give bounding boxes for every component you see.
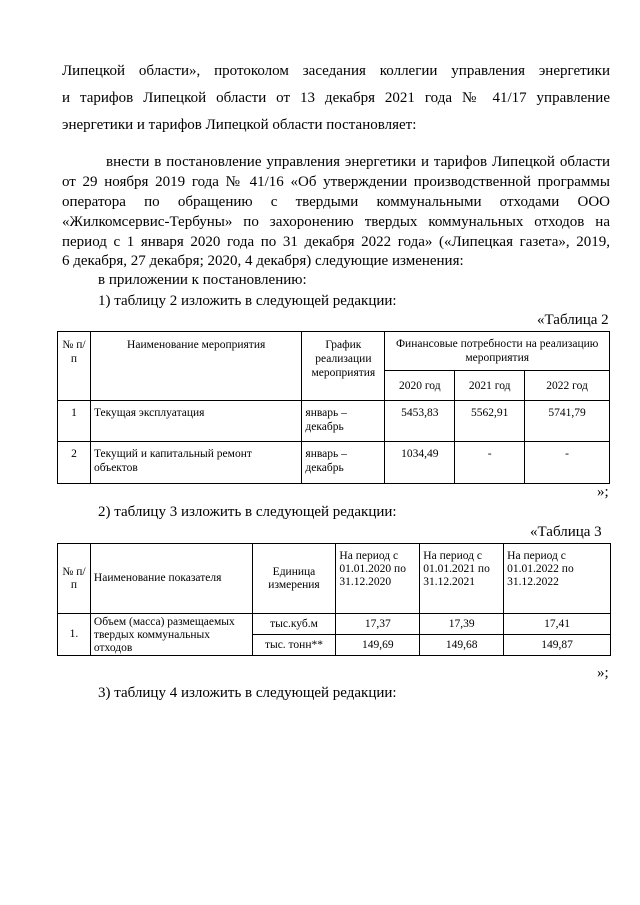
decree-line-6: 6 декабря, 27 декабря; 2020, 4 декабря) следующие изменения:	[62, 253, 464, 269]
t3-row-a2: 17,39	[420, 614, 504, 635]
header-2022: 2022 год	[525, 371, 610, 401]
row1-num: 1	[58, 401, 91, 442]
row2-num: 2	[58, 442, 91, 484]
t3-row-a3: 17,41	[504, 614, 611, 635]
t3-row-name: Объем (масса) размещаемых твердых коммунальных отходов	[90, 614, 252, 656]
decree-line-3: оператора по обращению с твердыми коммунальными отходами ООО	[62, 194, 610, 210]
t3-header-name: Наименование показателя	[90, 544, 252, 614]
table2-closing: »;	[597, 484, 609, 500]
decree-line-1: внести в постановление управления энергетики и тарифов Липецкой области	[106, 154, 610, 170]
decree-line-7: в приложении к постановлению:	[98, 272, 307, 288]
row1-name: Текущая эксплуатация	[90, 401, 301, 442]
t3-row-num: 1.	[58, 614, 91, 656]
item-1: 1) таблицу 2 изложить в следующей редакции:	[98, 293, 397, 309]
table2-caption: «Таблица 2	[537, 312, 609, 328]
t3-row-b2: 149,68	[420, 635, 504, 656]
row2-2021: -	[455, 442, 525, 484]
intro-line-1: Липецкой области», протоколом заседания коллегии управления энергетики	[62, 63, 610, 79]
t3-header-p3: На период с 01.01.2022 по 31.12.2022	[504, 544, 611, 614]
header-name: Наименование мероприятия	[90, 332, 301, 401]
t3-header-p1: На период с 01.01.2020 по 31.12.2020	[336, 544, 420, 614]
t3-row-b1: 149,69	[336, 635, 420, 656]
t3-row-unit1: тыс.куб.м	[252, 614, 336, 635]
row2-schedule: январь – декабрь	[302, 442, 385, 484]
row1-schedule: январь – декабрь	[302, 401, 385, 442]
intro-line-3: энергетики и тарифов Липецкой области постановляет:	[62, 117, 417, 133]
header-schedule: График реализации мероприятия	[302, 332, 385, 401]
table-3	[57, 543, 611, 656]
row2-2022: -	[525, 442, 610, 484]
t3-row-unit2: тыс. тонн**	[252, 635, 336, 656]
item-2: 2) таблицу 3 изложить в следующей редакции:	[98, 504, 397, 520]
table-row	[58, 442, 610, 484]
header-num: № п/п	[58, 332, 91, 401]
table-row	[58, 614, 611, 635]
row1-2020: 5453,83	[385, 401, 455, 442]
t3-row-b3: 149,87	[504, 635, 611, 656]
decree-line-2: от 29 ноября 2019 года № 41/16 «Об утверждении производственной программы	[62, 174, 610, 190]
header-2021: 2021 год	[455, 371, 525, 401]
t3-header-unit: Единица измерения	[252, 544, 336, 614]
header-2020: 2020 год	[385, 371, 455, 401]
table3-closing: »;	[597, 665, 609, 681]
t3-row-a1: 17,37	[336, 614, 420, 635]
header-finance: Финансовые потребности на реализацию мероприятия	[385, 332, 610, 371]
row1-2021: 5562,91	[455, 401, 525, 442]
row2-name: Текущий и капитальный ремонт объектов	[90, 442, 301, 484]
table-row	[58, 401, 610, 442]
intro-line-2: и тарифов Липецкой области от 13 декабря 2021 года № 41/17 управление	[62, 90, 610, 106]
decree-line-5: период с 1 января 2020 года по 31 декабря 2022 года» («Липецкая газета», 2019,	[62, 234, 610, 250]
table3-caption: «Таблица 3	[530, 524, 602, 540]
t3-header-p2: На период с 01.01.2021 по 31.12.2021	[420, 544, 504, 614]
table-2	[57, 331, 610, 484]
decree-line-4: «Жилкомсервис-Тербуны» по захоронению твердых коммунальных отходов на	[62, 214, 610, 230]
row2-2020: 1034,49	[385, 442, 455, 484]
item-3: 3) таблицу 4 изложить в следующей редакции:	[98, 685, 397, 701]
t3-header-num: № п/п	[58, 544, 91, 614]
row1-2022: 5741,79	[525, 401, 610, 442]
